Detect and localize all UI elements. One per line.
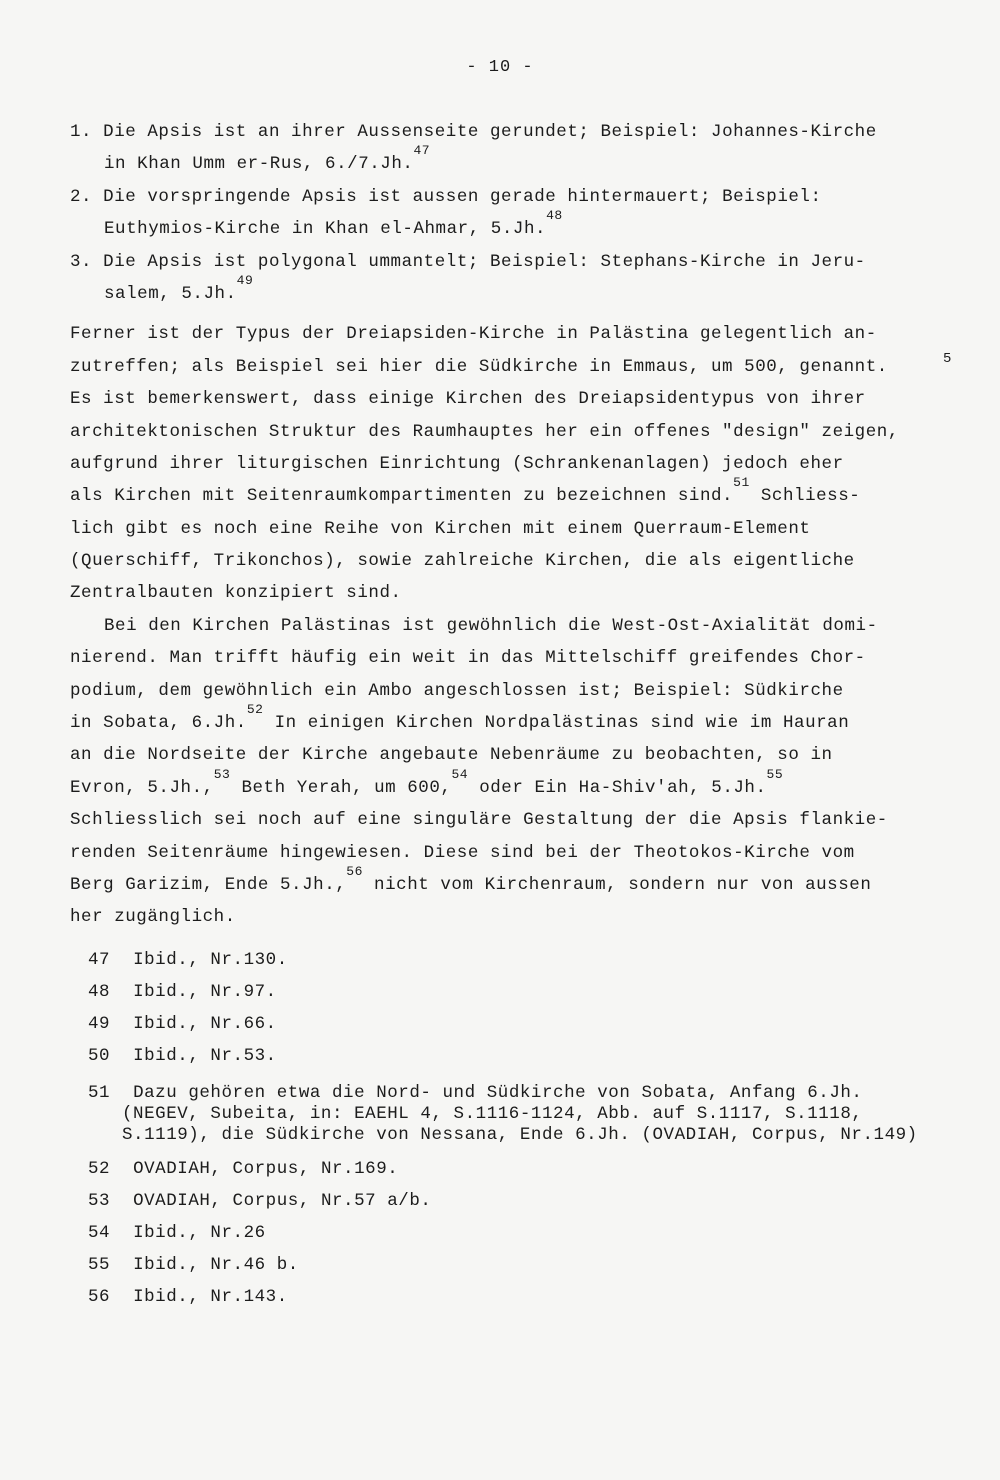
- paragraph: [70, 606, 950, 930]
- footnote-ref: 49: [236, 272, 254, 288]
- footnote: 49 Ibid., Nr.66.: [88, 1014, 277, 1034]
- footnote-ref: 55: [766, 766, 784, 782]
- text-line: her zugänglich.: [70, 907, 236, 928]
- footnote-continuation: S.1119), die Südkirche von Nessana, Ende 6.Jh. (OVADIAH, Corpus, Nr.149): [122, 1125, 918, 1145]
- paragraph: [70, 314, 950, 606]
- text-line: in Sobata, 6.Jh.$^{52}$ In einigen Kirchen Nordpalästinas sind wie im Hauran: [70, 702, 850, 734]
- text-line: Bei den Kirchen Palästinas ist gewöhnlich die West-Ost-Axialität domi-: [104, 615, 878, 636]
- footnote: 52 OVADIAH, Corpus, Nr.169.: [88, 1159, 399, 1179]
- footnote: 47 Ibid., Nr.130.: [88, 950, 288, 970]
- list-item: 1. Die Apsis ist an ihrer Aussenseite gerundet; Beispiel: Johannes-Kirche: [70, 122, 877, 142]
- footnote-ref: 54: [451, 766, 469, 782]
- footnote-ref: 52: [246, 702, 264, 718]
- footnotes: [88, 944, 968, 1313]
- text-line: Schliesslich sei noch auf eine singuläre Gestaltung der die Apsis flankie-: [70, 810, 888, 831]
- list-item: 3. Die Apsis ist polygonal ummantelt; Beispiel: Stephans-Kirche in Jeru-: [70, 251, 866, 272]
- footnote: 51 Dazu gehören etwa die Nord- und Südkirche von Sobata, Anfang 6.Jh.: [88, 1083, 863, 1103]
- apse-type-list: [70, 112, 950, 306]
- footnote-ref: 48: [546, 208, 563, 224]
- text-line: podium, dem gewöhnlich ein Ambo angeschlossen ist; Beispiel: Südkirche: [70, 680, 844, 701]
- list-item-continuation: salem, 5.Jh.$^{49}$: [104, 272, 254, 304]
- page-number: - 10 -: [466, 58, 534, 77]
- list-item-continuation: in Khan Umm er-Rus, 6./7.Jh.$^{47}$: [104, 143, 431, 175]
- footnote: 50 Ibid., Nr.53.: [88, 1046, 277, 1066]
- text-line: Es ist bemerkenswert, dass einige Kirchen des Dreiapsidentypus von ihrer: [70, 389, 866, 410]
- text-line: renden Seitenräume hingewiesen. Diese sind bei der Theotokos-Kirche vom: [70, 842, 855, 863]
- body-text: [70, 112, 950, 930]
- text-line: aufgrund ihrer liturgischen Einrichtung (Schrankenanlagen) jedoch eher: [70, 453, 844, 474]
- footnote-ref: 47: [413, 143, 431, 159]
- footnote: 53 OVADIAH, Corpus, Nr.57 a/b.: [88, 1191, 432, 1211]
- text-line: Zentralbauten konzipiert sind.: [70, 583, 402, 604]
- text-line: (Querschiff, Trikonchos), sowie zahlreiche Kirchen, die als eigentliche: [70, 551, 855, 572]
- text-line: an die Nordseite der Kirche angebaute Nebenräume zu beobachten, so in: [70, 745, 833, 766]
- footnote-continuation: (NEGEV, Subeita, in: EAEHL 4, S.1116-1124, Abb. auf S.1117, S.1118,: [122, 1104, 863, 1124]
- text-line: Ferner ist der Typus der Dreiapsiden-Kirche in Palästina gelegentlich an-: [70, 324, 877, 345]
- footnote: 56 Ibid., Nr.143.: [88, 1287, 288, 1307]
- margin-note: 5: [943, 350, 952, 367]
- text-line: Evron, 5.Jh.,$^{53}$ Beth Yerah, um 600,54 oder Ein Ha-Shiv'ah, 5.Jh.$^{55}$: [70, 766, 784, 798]
- footnote: 54 Ibid., Nr.26: [88, 1223, 266, 1243]
- text-line: als Kirchen mit Seitenraumkompartimenten zu bezeichnen sind.$^{51}$ Schliess-: [70, 475, 861, 507]
- text-line: Berg Garizim, Ende 5.Jh.,$^{56}$ nicht vom Kirchenraum, sondern nur von aussen: [70, 863, 872, 895]
- text-line: zutreffen; als Beispiel sei hier die Südkirche in Emmaus, um 500, genannt. 5: [70, 347, 950, 379]
- footnote: 55 Ibid., Nr.46 b.: [88, 1255, 299, 1275]
- footnote-ref: 51: [733, 475, 750, 491]
- text-line: architektonischen Struktur des Raumhauptes her ein offenes "design" zeigen,: [70, 421, 899, 442]
- footnote: 48 Ibid., Nr.97.: [88, 982, 277, 1002]
- text-line: lich gibt es noch eine Reihe von Kirchen mit einem Querraum-Element: [70, 518, 811, 539]
- list-item: 2. Die vorspringende Apsis ist aussen gerade hintermauert; Beispiel:: [70, 186, 822, 207]
- list-item-continuation: Euthymios-Kirche in Khan el-Ahmar, 5.Jh.$^{48}$: [104, 208, 563, 240]
- text-line: nierend. Man trifft häufig ein weit in das Mittelschiff greifendes Chor-: [70, 648, 866, 669]
- footnote-ref: 56: [346, 863, 363, 879]
- footnote-ref: 53: [213, 766, 231, 782]
